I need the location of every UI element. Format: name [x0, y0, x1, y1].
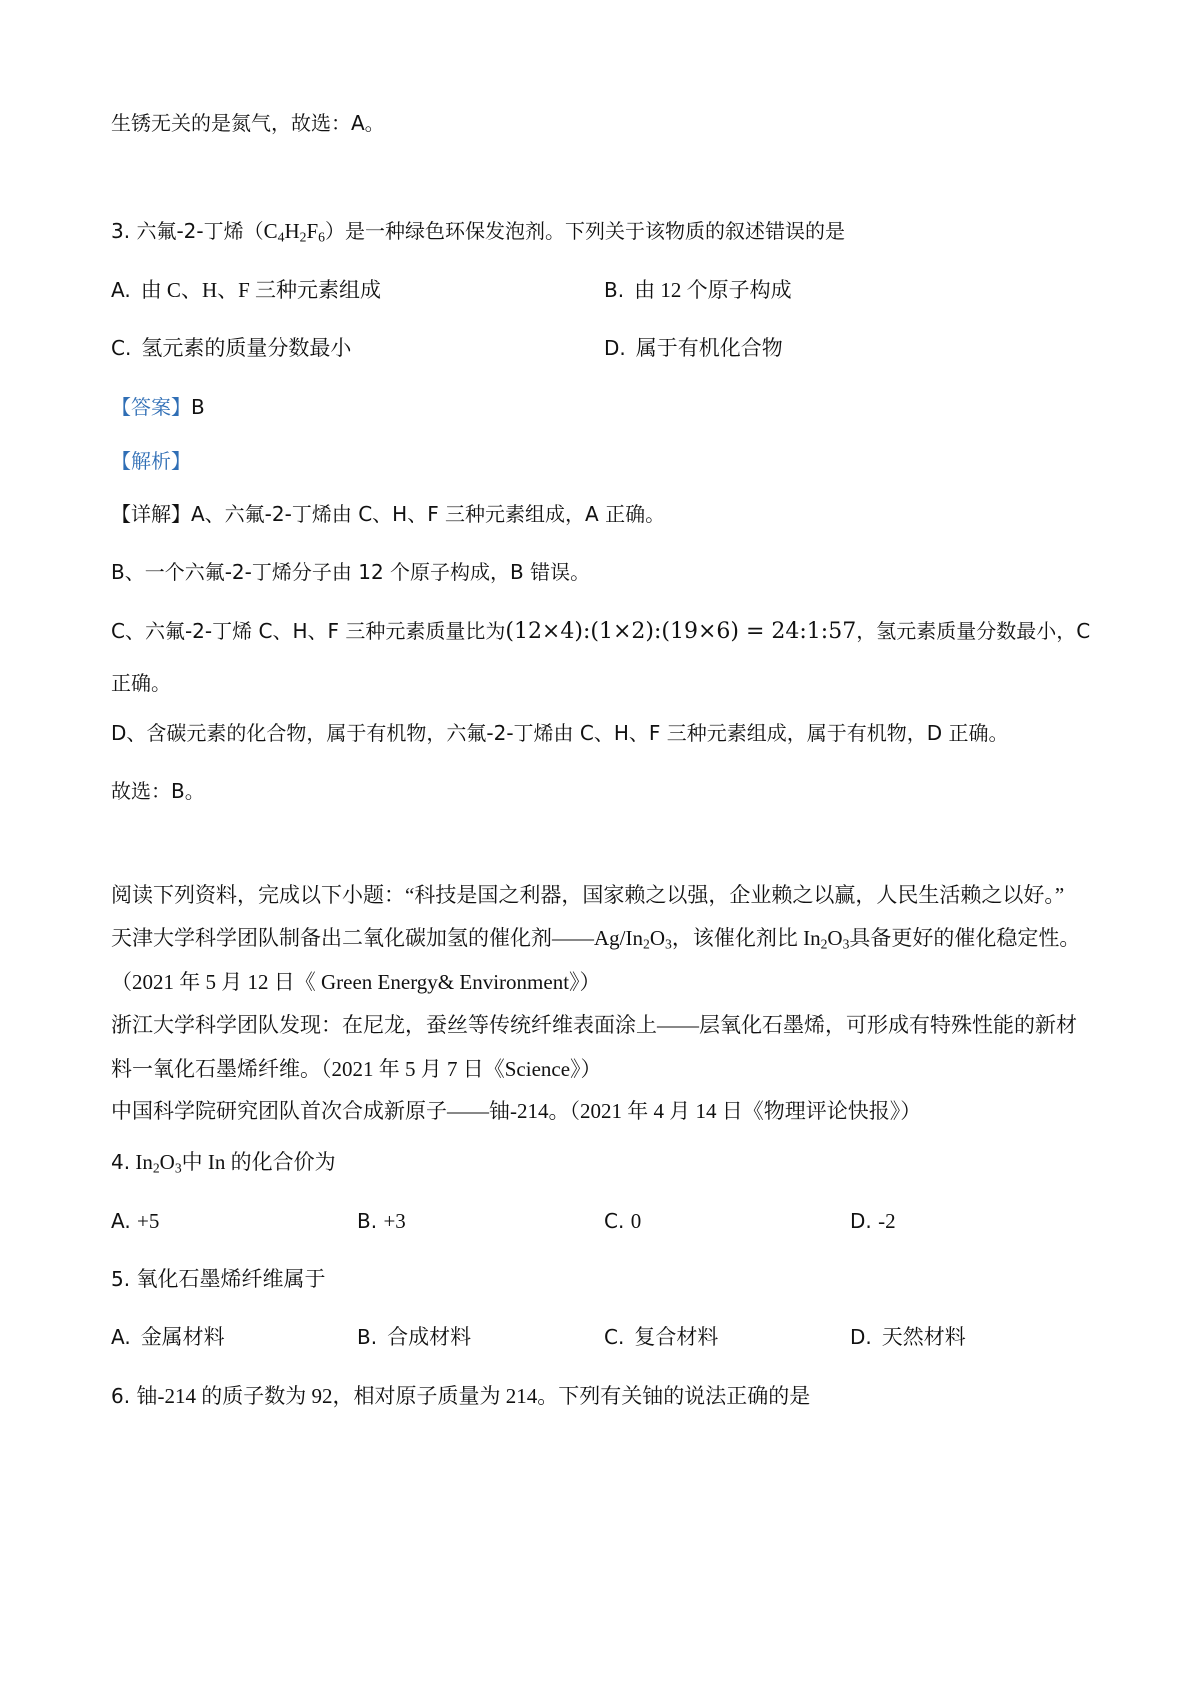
- question-6-stem: [111, 1382, 810, 1410]
- q4-option-a: A. +5: [111, 1209, 160, 1233]
- answer-value: B: [191, 395, 205, 419]
- q4-option-c: C. 0: [604, 1209, 642, 1233]
- question-text: 铀-214 的质子数为 92，相对原子质量为 214。下列有关铀的说法正确的是: [136, 1384, 811, 1408]
- q4-option-d: D. -2: [850, 1209, 896, 1233]
- conclusion-line: 故选：B。: [111, 779, 205, 803]
- question-text: 氧化石墨烯纤维属于: [136, 1267, 326, 1291]
- reading-zhejiang-1: 浙江大学科学团队发现：在尼龙，蚕丝等传统纤维表面涂上——层氧化石墨烯，可形成有特殊性能的新材: [111, 1013, 1077, 1037]
- reading-intro: 阅读下列资料，完成以下小题：“科技是国之利器，国家赖之以强，企业赖之以赢，人民生活赖之以好。”: [111, 883, 1065, 907]
- q5-option-d: D. 天然材料: [850, 1325, 966, 1349]
- reading-zhejiang-2: 料一氧化石墨烯纤维。（2021 年 5 月 7 日《Science》）: [111, 1057, 602, 1081]
- question-text-cont: ）是一种绿色环保发泡剂。下列关于该物质的叙述错误的是: [324, 219, 845, 243]
- q5-option-a: A. 金属材料: [111, 1325, 225, 1349]
- previous-answer-tail: 生锈无关的是氮气，故选：A。: [111, 111, 385, 135]
- answer-line: [111, 393, 205, 421]
- q5-option-b: B. 合成材料: [357, 1325, 472, 1349]
- reading-tianjin: 天津大学科学团队制备出二氧化碳加氢的催化剂$——Ag/In_2O_3$，该催化剂比 $In_2O_3$具备更好的催化稳定性。: [111, 926, 1081, 952]
- reading-tianjin-source: （2021 年 5 月 12 日《 Green Energy& Environment》）: [111, 970, 601, 994]
- detail-line-b: B、一个六氟-2-丁烯分子由 12 个原子构成，B 错误。: [111, 560, 591, 584]
- detail-line-c-cont: 正确。: [111, 671, 171, 695]
- question-number: 5.: [111, 1267, 131, 1291]
- question-3-stem: [111, 217, 845, 245]
- q3-option-a: A. 由 C、H、F 三种元素组成: [111, 278, 382, 302]
- question-text: 六氟-2-丁烯（: [136, 219, 264, 243]
- question-number: 3.: [111, 219, 131, 243]
- question-5-stem: [111, 1265, 325, 1293]
- q3-option-c: C. 氢元素的质量分数最小: [111, 336, 352, 360]
- q3-option-b: B. 由 12 个原子构成: [604, 278, 792, 302]
- answer-tag: 【答案】: [111, 395, 191, 419]
- question-text: $In_2O_3$中 In 的化合价为: [130, 1150, 336, 1176]
- reading-cas: 中国科学院研究团队首次合成新原子——铀-214。（2021 年 4 月 14 日《物理评论快报》）: [111, 1099, 922, 1123]
- q4-option-b: B. +3: [357, 1209, 406, 1233]
- question-number: 4.: [111, 1150, 131, 1174]
- chemical-formula: $C_4H_2F_6$: [263, 219, 325, 245]
- q5-option-c: C. 复合材料: [604, 1325, 719, 1349]
- mass-ratio-expression: (12×4):(1×2):(19×6) = 24:1:57: [505, 619, 857, 644]
- detail-line-c: C、六氟-2-丁烯 C、H、F 三种元素质量比为(12×4):(1×2):(19×6) = 24:1:57，氢元素质量分数最小，C: [111, 619, 1091, 644]
- analysis-tag: 【解析】: [111, 449, 191, 473]
- detail-line-d: D、含碳元素的化合物，属于有机物，六氟-2-丁烯由 C、H、F 三种元素组成，属于有机物，D 正确。: [111, 721, 1009, 745]
- question-4-stem: [111, 1148, 336, 1176]
- q3-option-d: D. 属于有机化合物: [604, 336, 783, 360]
- question-number: 6.: [111, 1384, 131, 1408]
- detail-line-a: 【详解】A、六氟-2-丁烯由 C、H、F 三种元素组成，A 正确。: [111, 502, 666, 526]
